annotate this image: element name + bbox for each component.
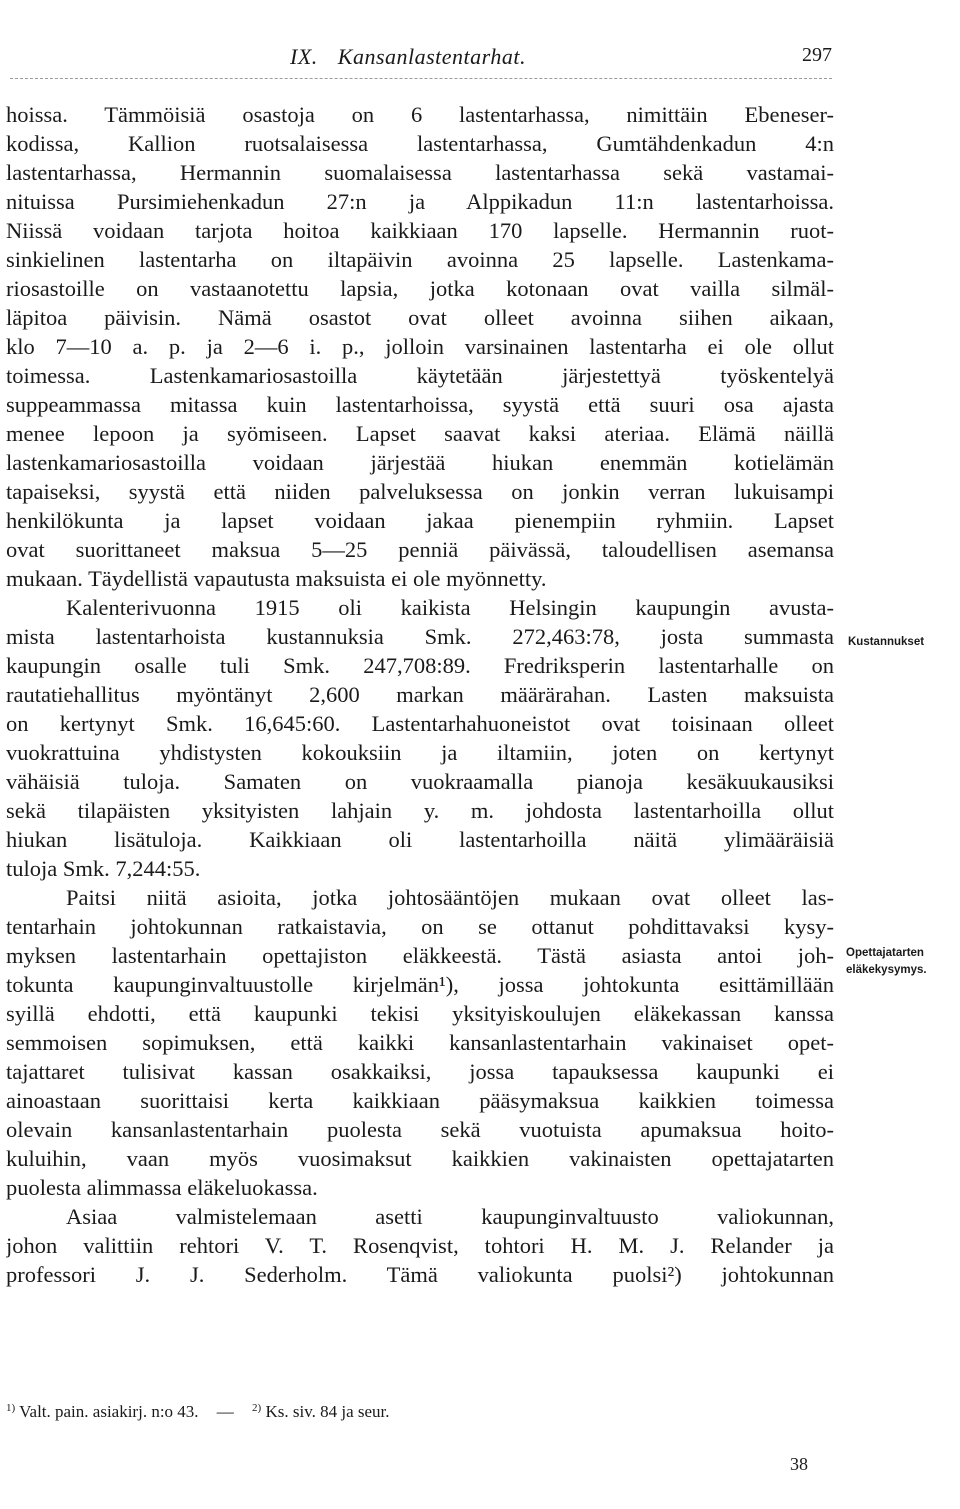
footnote-mark: 2): [252, 1402, 262, 1414]
signature-mark: 38: [790, 1454, 808, 1474]
text-line: olevain kansanlastentarhain puolesta sekä vuotuista apumaksua hoito-: [6, 1117, 834, 1142]
text-line: semmoisen sopimuksen, että kaikki kansanlastentarhain vakinaiset opet-: [6, 1030, 834, 1055]
text-line: ovat suorittaneet maksua 5—25 penniä päivässä, taloudellisen asemansa: [6, 537, 834, 562]
text-line: sekä tilapäisten yksityisten lahjain y. m. johdosta lastentarhoilla ollut: [6, 798, 834, 823]
text-line: nituissa Pursimiehenkadun 27:n ja Alppikadun 11:n lastentarhoissa.: [6, 189, 834, 214]
text-line: tentarhain johtokunnan ratkaistavia, on se ottanut pohdittavaksi kysy-: [6, 914, 834, 939]
text-line: kaupungin osalle tuli Smk. 247,708:89. Fredriksperin lastentarhalle on: [6, 653, 834, 678]
text-line: mukaan. Täydellistä vapautusta maksuista ei ole myönnetty.: [6, 566, 547, 591]
text-line: professori J. J. Sederholm. Tämä valiokunta puolsi²) johtokunnan: [6, 1262, 834, 1287]
text-line: tapaiseksi, syystä että niiden palveluksessa on jonkin verran lukuisampi: [6, 479, 834, 504]
text-line: johon valittiin rehtori V. T. Rosenqvist, tohtori H. M. J. Relander ja: [6, 1233, 834, 1258]
text-line: mista lastentarhoista kustannuksia Smk. 272,463:78, josta summasta: [6, 624, 834, 649]
text-line: ainoastaan suorittaisi kerta kaikkiaan pääsymaksua kaikkien toimessa: [6, 1088, 834, 1113]
text-line: lastentarhassa, Hermannin suomalaisessa lastentarhassa sekä vastamai-: [6, 160, 834, 185]
margin-note-line: eläkekysymys.: [846, 964, 927, 976]
header-rule: [10, 78, 832, 79]
text-line: suppeammassa mitassa kuin lastentarhoissa, syystä että suuri osa ajasta: [6, 392, 834, 417]
paragraph-start: Kalenterivuonna 1915 oli kaikista Helsingin kaupungin avusta-: [66, 595, 834, 620]
text-line: toimessa. Lastenkamariosastoilla käytetään järjestettyä työskentelyä: [6, 363, 834, 388]
text-line: läpitoa päivisin. Nämä osastot ovat olleet avoinna siihen aikaan,: [6, 305, 834, 330]
paragraph-start: Paitsi niitä asioita, jotka johtosääntöjen mukaan ovat olleet las-: [66, 885, 834, 910]
footnote-text: Ks. siv. 84 ja seur.: [265, 1402, 390, 1421]
footnote-dash: —: [216, 1402, 234, 1421]
chapter-heading: [290, 44, 526, 70]
text-line: tajattaret tulisivat kassan osakkaiksi, jossa tapauksessa kaupunki ei: [6, 1059, 834, 1084]
footnote: [6, 1400, 834, 1424]
text-line: rautatiehallitus myöntänyt 2,600 markan määrärahan. Lasten maksuista: [6, 682, 834, 707]
text-line: vähäisiä tuloja. Samaten on vuokraamalla pianoja kesäkuukausiksi: [6, 769, 834, 794]
body-text: [6, 100, 834, 1289]
text-line: hiukan lisätuloja. Kaikkiaan oli lastentarhoilla näitä ylimääräisiä: [6, 827, 834, 852]
text-line: hoissa. Tämmöisiä osastoja on 6 lastentarhassa, nimittäin Ebeneser-: [6, 102, 834, 127]
text-line: klo 7—10 a. p. ja 2—6 i. p., jolloin varsinainen lastentarha ei ole ollut: [6, 334, 834, 359]
text-line: vuokrattuina yhdistysten kokouksiin ja iltamiin, joten on kertynyt: [6, 740, 834, 765]
paragraph-start: Asiaa valmistelemaan asetti kaupunginvaltuusto valiokunnan,: [66, 1204, 834, 1229]
text-line: kodissa, Kallion ruotsalaisessa lastentarhassa, Gumtähdenkadun 4:n: [6, 131, 834, 156]
text-line: Niissä voidaan tarjota hoitoa kaikkiaan 170 lapselle. Hermannin ruot-: [6, 218, 834, 243]
text-line: sinkielinen lastentarha on iltapäivin avoinna 25 lapselle. Lastenkama-: [6, 247, 834, 272]
margin-note-pension: [846, 945, 927, 979]
text-line: riosastoille on vastaanotettu lapsia, jotka kotonaan ovat vailla silmäl-: [6, 276, 834, 301]
text-line: menee lepoon ja syömiseen. Lapset saavat kaksi ateriaa. Elämä näillä: [6, 421, 834, 446]
text-line: lastenkamariosastoilla voidaan järjestää hiukan enemmän kotielämän: [6, 450, 834, 475]
text-line: kuluihin, vaan myös vuosimaksut kaikkien vakinaisten opettajatarten: [6, 1146, 834, 1171]
text-line: on kertynyt Smk. 16,645:60. Lastentarhahuoneistot ovat toisinaan olleet: [6, 711, 834, 736]
text-line: tokunta kaupunginvaltuustolle kirjelmän¹), jossa johtokunta esittämillään: [6, 972, 834, 997]
chapter-title: Kansanlastentarhat.: [337, 44, 526, 69]
text-line: henkilökunta ja lapset voidaan jakaa pienempiin ryhmiin. Lapset: [6, 508, 834, 533]
chapter-number: IX.: [290, 44, 318, 69]
running-head: [0, 44, 960, 84]
text-line: tuloja Smk. 7,244:55.: [6, 856, 201, 881]
text-line: puolesta alimmassa eläkeluokassa.: [6, 1175, 318, 1200]
text-line: syillä ehdotti, että kaupunki tekisi yksityiskoulujen eläkekassan kanssa: [6, 1001, 834, 1026]
margin-note-line: Opettajatarten: [846, 947, 924, 959]
text-line: myksen lastentarhain opettajiston eläkkeestä. Tästä asiasta antoi joh-: [6, 943, 834, 968]
footnote-mark: 1): [6, 1402, 16, 1414]
page-number: 297: [802, 44, 832, 66]
footnote-text: Valt. pain. asiakirj. n:o 43.: [19, 1402, 199, 1421]
margin-note-costs: Kustannukset: [848, 636, 925, 648]
